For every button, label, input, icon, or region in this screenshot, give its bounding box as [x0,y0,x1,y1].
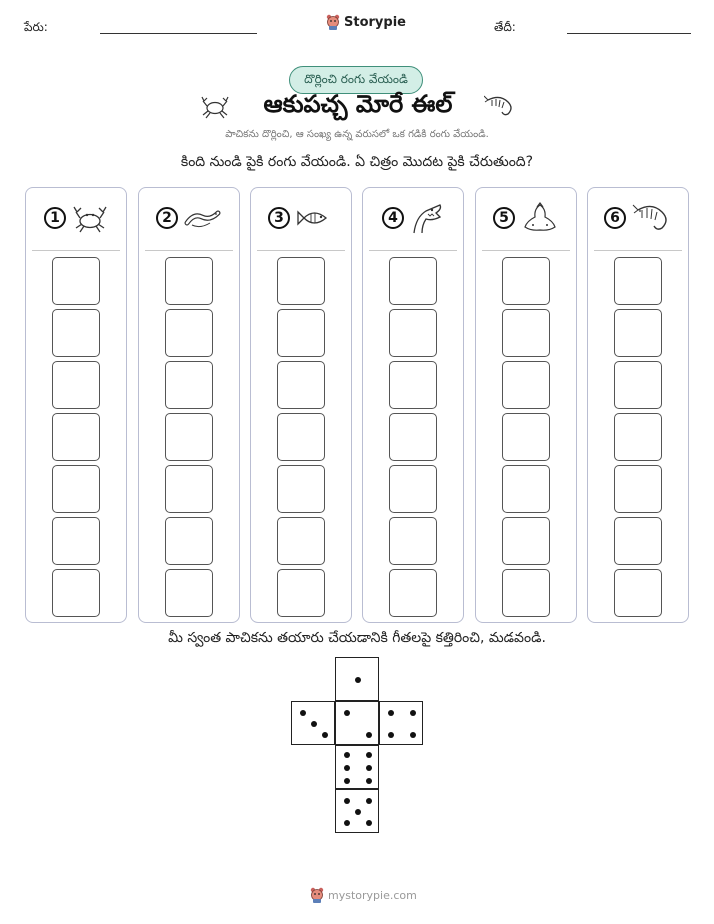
column-header [363,198,463,238]
die-face-6 [335,745,379,789]
color-box[interactable] [389,517,437,565]
color-box[interactable] [52,257,100,305]
name-line[interactable] [100,33,257,34]
column-number: 1 [44,207,66,229]
color-box[interactable] [52,309,100,357]
column-header [476,198,576,238]
color-box[interactable] [614,413,662,461]
column-divider [32,250,120,251]
brand-name: Storypie [344,14,406,30]
color-box[interactable] [389,361,437,409]
color-box[interactable] [389,465,437,513]
column-number: 3 [268,207,290,229]
color-box[interactable] [165,257,213,305]
column-header [588,198,688,238]
color-box[interactable] [277,465,325,513]
column-number: 5 [493,207,515,229]
date-label: తేదీ: [494,20,516,34]
column-header [251,198,351,238]
column-5 [475,187,577,623]
color-box[interactable] [502,413,550,461]
page-title: ఆకుపచ్చ మోరే ఈల్ [263,90,453,118]
bear-logo-icon [310,887,324,903]
column-2 [138,187,240,623]
die-face-4 [379,701,423,745]
color-box[interactable] [502,309,550,357]
activity-badge: దొర్లించి రంగు వేయండి [289,66,423,94]
instruction-text: కింది నుండి పైకి రంగు వేయండి. ఏ చిత్రం మొదట పైకి చేరుతుంది? [180,154,534,170]
color-box[interactable] [165,361,213,409]
color-box[interactable] [52,413,100,461]
column-header [139,198,239,238]
column-divider [369,250,457,251]
color-box[interactable] [165,569,213,617]
column-divider [257,250,345,251]
shrimp-icon [484,94,516,118]
color-box[interactable] [52,569,100,617]
color-box[interactable] [165,517,213,565]
color-box[interactable] [389,413,437,461]
color-box[interactable] [614,465,662,513]
color-box[interactable] [502,465,550,513]
die-face-2 [335,701,379,745]
crab-icon [200,93,230,119]
color-box[interactable] [614,517,662,565]
column-1 [25,187,127,623]
column-number: 2 [156,207,178,229]
color-box[interactable] [52,465,100,513]
column-number: 6 [604,207,626,229]
subtitle: పాచికను దొర్లించి, ఆ సంఖ్య ఉన్న వరుసలో ఒక గడికి రంగు వేయండి. [225,129,489,140]
color-box[interactable] [277,309,325,357]
color-box[interactable] [614,257,662,305]
color-box[interactable] [165,465,213,513]
color-box[interactable] [277,257,325,305]
color-box[interactable] [389,309,437,357]
fish-icon [296,206,334,230]
color-box[interactable] [614,361,662,409]
date-line[interactable] [567,33,691,34]
color-box[interactable] [277,361,325,409]
column-divider [482,250,570,251]
jellyfish-icon [521,201,559,235]
color-box[interactable] [614,309,662,357]
footer [310,887,417,903]
eel-icon [184,205,222,231]
name-label: పేరు: [24,20,48,34]
footer-url: mystorypie.com [328,888,417,902]
color-box[interactable] [165,413,213,461]
die-face-1 [335,657,379,701]
color-box[interactable] [165,309,213,357]
cut-instruction: మీ స్వంత పాచికను తయారు చేయడానికి గీతలపై కత్తిరించి, మడవండి. [168,630,546,646]
color-box[interactable] [502,569,550,617]
color-box[interactable] [277,413,325,461]
brand-logo [326,14,406,30]
bear-logo-icon [326,14,340,30]
color-box[interactable] [277,517,325,565]
color-box[interactable] [502,361,550,409]
column-divider [594,250,682,251]
color-box[interactable] [614,569,662,617]
moray-eel-icon [410,201,444,235]
color-box[interactable] [52,361,100,409]
column-4 [362,187,464,623]
column-divider [145,250,233,251]
color-box[interactable] [277,569,325,617]
column-number: 4 [382,207,404,229]
die-face-5 [335,789,379,833]
color-box[interactable] [502,257,550,305]
color-box[interactable] [502,517,550,565]
shrimp-icon [632,202,672,234]
color-box[interactable] [389,257,437,305]
column-6 [587,187,689,623]
column-header [26,198,126,238]
color-box[interactable] [389,569,437,617]
crab-icon [72,203,108,233]
color-box[interactable] [52,517,100,565]
die-face-3 [291,701,335,745]
column-3 [250,187,352,623]
